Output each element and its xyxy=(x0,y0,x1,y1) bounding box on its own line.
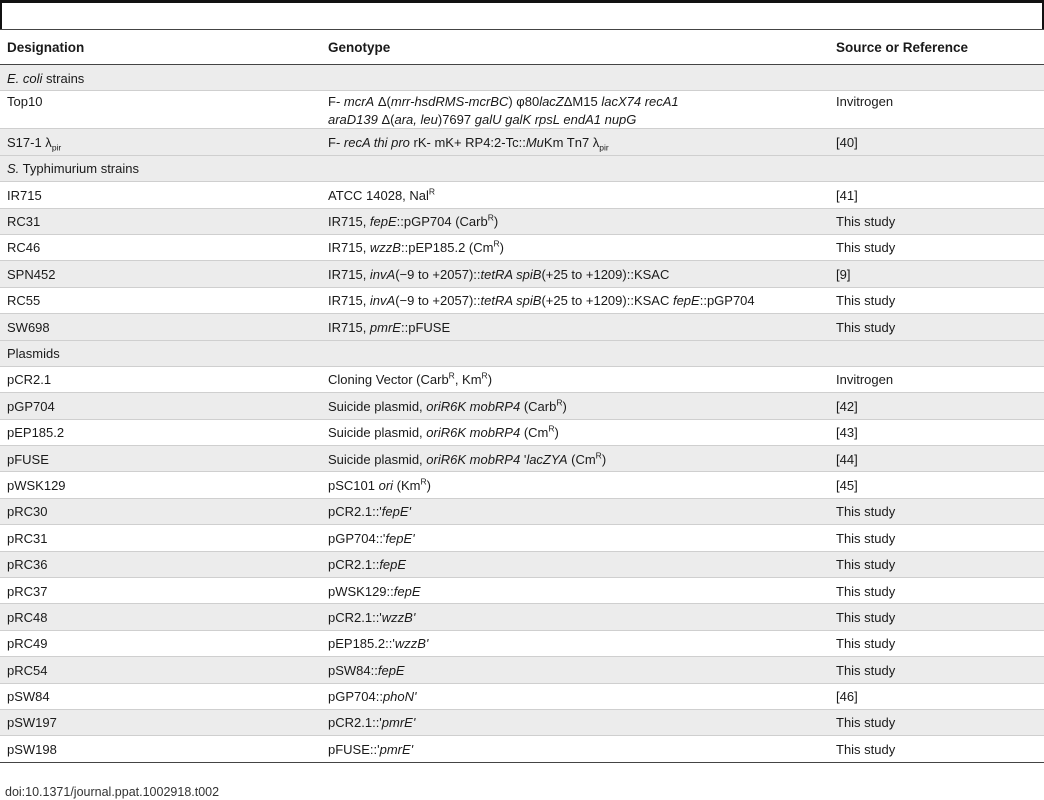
section-row xyxy=(0,65,1044,91)
genotype-cell: Suicide plasmid, oriR6K mobRP4 (Carb$^R$) xyxy=(328,397,567,414)
source-cell: This study xyxy=(836,293,896,309)
genotype-cell: pEP185.2::'wzzB' xyxy=(328,636,429,652)
table-row xyxy=(0,129,1044,155)
table-row xyxy=(0,234,1044,260)
designation-cell: pSW197 xyxy=(7,715,57,731)
designation-cell: SW698 xyxy=(7,319,50,335)
genotype-cell: pGP704::'fepE' xyxy=(328,530,415,546)
source-cell: This study xyxy=(836,557,896,573)
designation-cell: pFUSE xyxy=(7,451,49,467)
top-rule xyxy=(0,0,1044,3)
section-label: E. coli strains xyxy=(7,70,85,86)
genotype-cell: IR715, invA(−9 to +2057)::tetRA spiB(+25 to +1209)::KSAC xyxy=(328,266,670,282)
designation-cell: pEP185.2 xyxy=(7,425,65,441)
designation-cell: RC55 xyxy=(7,293,41,309)
source-cell: [42] xyxy=(836,398,858,414)
section-row xyxy=(0,340,1044,366)
table-row xyxy=(0,604,1044,630)
source-cell: This study xyxy=(836,715,896,731)
designation-cell: SPN452 xyxy=(7,266,56,282)
table-row xyxy=(0,287,1044,313)
designation-cell: pRC31 xyxy=(7,530,48,546)
designation-cell: pRC36 xyxy=(7,557,48,573)
genotype-cell: IR715, wzzB::pEP185.2 $(Cm^R)$ xyxy=(328,239,504,256)
section-label: Plasmids xyxy=(7,346,60,362)
source-cell: [45] xyxy=(836,477,858,493)
source-cell: This study xyxy=(836,240,896,256)
source-cell: [9] xyxy=(836,266,851,282)
genotype-cell: IR715, fepE::pGP704 (Carb$^R$) xyxy=(328,212,499,230)
header-row xyxy=(0,30,1044,65)
designation-cell: S17-1 $\lambda_{pir}$ xyxy=(7,134,62,153)
source-cell: [44] xyxy=(836,451,858,467)
designation-cell: pRC48 xyxy=(7,609,48,625)
source-cell: [40] xyxy=(836,134,858,150)
table-row xyxy=(0,630,1044,656)
source-cell: [46] xyxy=(836,689,858,705)
genotype-cell: pCR2.1::'pmrE' xyxy=(328,715,416,731)
table-row xyxy=(0,683,1044,709)
column-header-source: Source or Reference xyxy=(829,30,1044,65)
table-row xyxy=(0,208,1044,234)
source-cell: This study xyxy=(836,662,896,678)
genotype-cell: IR715, invA(−9 to +2057)::tetRA spiB(+25 to +1209)::KSAC fepE::pGP704 xyxy=(328,293,755,309)
source-cell: Invitrogen xyxy=(836,94,894,110)
table-row xyxy=(0,314,1044,340)
table-header xyxy=(0,30,1044,65)
source-cell: This study xyxy=(836,319,896,335)
table-row xyxy=(0,366,1044,392)
genotype-cell: pSW84::fepE xyxy=(328,662,405,678)
designation-cell: pRC49 xyxy=(7,636,48,652)
genotype-cell: pCR2.1::'fepE' xyxy=(328,504,412,520)
table-row xyxy=(0,709,1044,735)
genotype-cell: Suicide plasmid, oriR6K mobRP4 $(Cm^R)$ xyxy=(328,423,559,441)
genotype-cell: IR715, pmrE::pFUSE xyxy=(328,319,451,335)
table-row xyxy=(0,551,1044,577)
source-cell: This study xyxy=(836,609,896,625)
source-cell: This study xyxy=(836,530,896,546)
source-cell: [43] xyxy=(836,425,858,441)
column-header-genotype: Genotype xyxy=(321,30,829,65)
genotype-cell: Cloning Vector (Carb$^R$, $Km^R$) xyxy=(328,371,493,388)
table-row xyxy=(0,498,1044,524)
source-cell: [41] xyxy=(836,187,858,203)
table-row xyxy=(0,657,1044,683)
genotype-cell: F- mcrA Δ(mrr-hsdRMS-mcrBC) φ80lacZΔM15 lacX74 recA1 araD139 Δ(ara, leu)7697 galU galK rpsL endA1 nupG xyxy=(328,94,679,127)
table-row xyxy=(0,736,1044,762)
designation-cell: Top10 xyxy=(7,94,43,110)
strains-plasmids-table xyxy=(0,29,1044,763)
table-row xyxy=(0,525,1044,551)
genotype-cell: Suicide plasmid, oriR6K mobRP4 'lacZYA $(Cm^R)$ xyxy=(328,450,607,467)
designation-cell: pRC54 xyxy=(7,662,48,678)
left-edge-rule xyxy=(0,0,2,29)
source-cell: This study xyxy=(836,741,896,757)
table-row xyxy=(0,261,1044,287)
doi-footnote: doi:10.1371/journal.ppat.1002918.t002 xyxy=(5,785,220,799)
designation-cell: pCR2.1 xyxy=(7,372,52,388)
designation-cell: RC31 xyxy=(7,214,41,230)
genotype-cell: ATCC 14028, Nal$^R$ xyxy=(328,186,436,203)
genotype-cell: pFUSE::'pmrE' xyxy=(328,741,414,757)
table-row xyxy=(0,578,1044,604)
table-row xyxy=(0,446,1044,472)
designation-cell: pSW84 xyxy=(7,689,50,705)
source-cell: This study xyxy=(836,504,896,520)
source-cell: This study xyxy=(836,583,896,599)
genotype-cell: pSC101 ori $(Km^R)$ xyxy=(328,476,431,493)
table-body xyxy=(0,65,1044,763)
table-row xyxy=(0,472,1044,498)
table-row xyxy=(0,393,1044,419)
designation-cell: pSW198 xyxy=(7,741,57,757)
table-row xyxy=(0,91,1044,129)
genotype-cell: pWSK129::fepE xyxy=(328,583,421,599)
source-cell: This study xyxy=(836,636,896,652)
genotype-cell: pGP704::phoN' xyxy=(328,689,417,705)
designation-cell: IR715 xyxy=(7,187,42,203)
table-row xyxy=(0,182,1044,208)
designation-cell: pGP704 xyxy=(7,398,55,414)
genotype-cell: F- recA thi pro rK- mK+ RP4:2-Tc::MuKm Tn7 $\lambda_{pir}$ xyxy=(328,134,609,153)
designation-cell: pRC30 xyxy=(7,504,48,520)
section-row xyxy=(0,155,1044,181)
table-row xyxy=(0,419,1044,445)
section-label: S. Typhimurium strains xyxy=(7,161,139,177)
column-header-designation: Designation xyxy=(0,30,321,65)
source-cell: Invitrogen xyxy=(836,372,894,388)
designation-cell: pRC37 xyxy=(7,583,48,599)
genotype-cell: pCR2.1::'wzzB' xyxy=(328,609,416,625)
designation-cell: RC46 xyxy=(7,240,41,256)
designation-cell: pWSK129 xyxy=(7,477,66,493)
genotype-cell: pCR2.1::fepE xyxy=(328,557,407,573)
source-cell: This study xyxy=(836,214,896,230)
